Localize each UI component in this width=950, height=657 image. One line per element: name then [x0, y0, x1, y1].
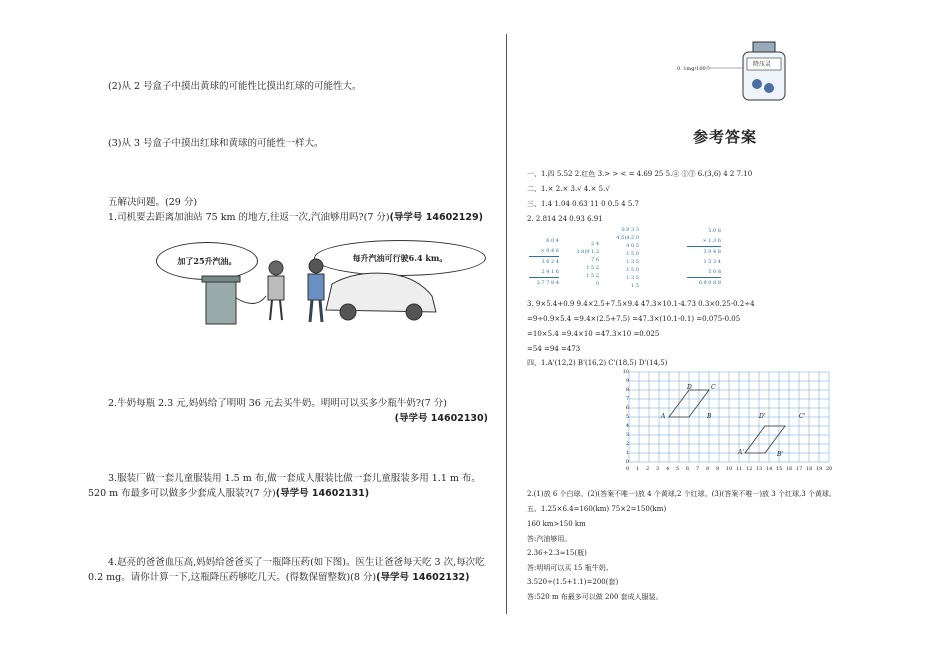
grid-y-tick: 3 — [625, 432, 629, 438]
grid-x-tick: 7 — [696, 466, 700, 472]
grid-x-tick: 0 — [626, 466, 630, 472]
calc-line-2: =9÷0.9×5.4 =9.4×(2.5+7.5) =47.3×(10.1-0.1) =0.075-0.05 — [527, 315, 741, 323]
grid-x-tick: 19 — [816, 466, 823, 472]
coordinates-answer: 四、1.A'(12,2) B'(16,2) C'(18,5) D'(14,5) — [527, 359, 668, 367]
grid-x-tick: 13 — [756, 466, 763, 472]
grid-y-tick: 2 — [625, 441, 629, 447]
driver-head-icon — [269, 261, 283, 275]
calc-b-line: 1 5 2 — [586, 265, 599, 271]
calc-c-line: 1 3 5 — [626, 259, 639, 265]
problem-3 — [88, 471, 488, 501]
answer-line-1: 一、1.四 5.52 2.红色 3.> > < = 4.69 25 5.④ ①③ 6.(3,6) 4 2 7.10 — [527, 170, 753, 178]
grid-x-tick: 6 — [686, 466, 690, 472]
speech-bubble-right-text: 每升汽油可行驶6.4 km。 — [352, 252, 448, 263]
vertical-calc-c — [605, 226, 639, 290]
problem-1-ref: (导学号 14602129) — [389, 212, 483, 223]
grid-y-tick: 0 — [625, 459, 629, 465]
calc-a-line: × 0.4 6 — [529, 246, 559, 257]
grid-x-tick: 16 — [786, 466, 793, 472]
problem-2-text: 2.牛奶每瓶 2.3 元,妈妈给了明明 36 元去买牛奶。明明可以买多少瓶牛奶?(7 分) — [108, 398, 447, 409]
grid-x-tick: 10 — [726, 466, 733, 472]
calc-b-line: 2 4 — [591, 241, 599, 247]
answer-5-line-2: 160 km>150 km — [527, 520, 586, 528]
attendant-head-icon — [309, 259, 323, 273]
calc-d-line: × 1.3 6 — [687, 236, 721, 247]
grid-y-tick: 8 — [625, 387, 629, 393]
grid-y-tick: 4 — [625, 423, 629, 429]
grid-y-tick: 6 — [625, 405, 629, 411]
grid-x-tick: 12 — [746, 466, 753, 472]
right-column — [527, 0, 927, 657]
calc-a-line: 2.7 7 8 4 — [536, 280, 559, 286]
coordinate-grid — [619, 368, 831, 480]
grid-x-tick: 4 — [666, 466, 670, 472]
vertical-calc-a — [529, 236, 559, 288]
problem-4-text: 4.赵亮的爸爸血压高,妈妈给爸爸买了一瓶降压药(如下图)。医生让爸爸每天吃 3 次,每次吃 0.2 mg。请你计算一下,这瓶降压药够吃几天。(得数保留整数)(8 分) — [88, 557, 485, 583]
answer-2: 2.(1)放 6 个白球。(2)(答案不唯一)放 4 个黄球,2 个红球。(3)(答案不唯一)放 3 个红球,3 个黄球。 — [527, 490, 836, 498]
grid-y-tick: 9 — [625, 378, 629, 384]
point-b: B — [707, 413, 712, 420]
answer-title: 参考答案 — [693, 128, 758, 146]
answer-5-line-1: 五、1.25×6.4=160(km) 75×2=150(km) — [527, 505, 667, 513]
calc-line-4: =54 =94 =473 — [527, 345, 581, 353]
grid-y-tick: 7 — [625, 396, 629, 402]
problem-4-ref: (导学号 14602132) — [376, 572, 470, 583]
grid-x-tick: 20 — [826, 466, 833, 472]
answer-5-line-5: 答:明明可以买 15 瓶牛奶。 — [527, 564, 613, 572]
calc-d-line: 1 5 2 4 — [703, 259, 721, 265]
calc-c-line: 1 5 0 — [626, 251, 639, 257]
calc-c-line: 4 0 5 — [626, 243, 639, 249]
grid-x-tick: 17 — [796, 466, 803, 472]
calc-b-line: 1 5 2 — [586, 273, 599, 279]
bottle-note: 0. 1mg/100片 — [677, 66, 711, 72]
speech-bubble-left-text: 加了25升汽油。 — [177, 255, 237, 266]
calc-c-line: 1 5 — [631, 283, 639, 289]
problem-3-text: 3.服装厂做一套儿童服装用 1.5 m 布,做一套成人服装比做一套儿童服装多用 1.1 m 布。520 m 布最多可以做多少套成人服装?(7 分) — [88, 473, 481, 499]
answer-line-2: 二、1.× 2.× 3.√ 4.× 5.√ — [527, 185, 610, 193]
calc-c-line: 1 5 0 — [626, 267, 639, 273]
calc-d-line: 5.0 8 — [708, 228, 721, 234]
problem-2-ref: (导学号 14602130) — [394, 413, 488, 424]
bottle-label: 降压灵 — [753, 61, 772, 68]
point-c: C — [711, 384, 716, 391]
calc-b-line: 7 6 — [591, 257, 599, 263]
point-b-prime: B' — [777, 451, 784, 458]
calc-line-3: =10×5.4 =9.4×10 =47.3×10 =0.025 — [527, 330, 660, 338]
fuel-pump-icon — [206, 280, 236, 324]
calc-d-line: 3 0 4 8 — [703, 249, 721, 255]
answer-line-4: 2. 2.814 24 0.93 6.91 — [527, 215, 603, 223]
grid-y-labels — [619, 368, 629, 467]
calc-a-line: 2 4 1 6 — [529, 267, 559, 278]
problem-2 — [88, 396, 488, 411]
gas-station-illustration — [156, 240, 486, 326]
grid-x-tick: 8 — [706, 466, 710, 472]
parallelograms — [669, 390, 785, 453]
calc-b-line: 0 — [595, 281, 599, 287]
answer-5-line-4: 2.36÷2.3≈15(瓶) — [527, 549, 587, 557]
scene-drawing — [156, 240, 486, 326]
calc-d-line: 6.9 0 8 8 — [698, 280, 721, 286]
grid-x-labels — [626, 466, 836, 472]
grid-x-tick: 15 — [776, 466, 783, 472]
grid-x-tick: 3 — [656, 466, 660, 472]
grid-y-tick: 1 — [625, 450, 629, 456]
calc-c-line: 4.5)4.2 0 — [616, 235, 639, 241]
answer-line-3: 三、1.4 1.04 0.63 11 0 0.5 4 5.7 — [527, 200, 639, 208]
calc-line-1: 3. 9×5.4+0.9 9.4×2.5+7.5×9.4 47.3×10.1-4.73 0.3×0.25-0.2÷4 — [527, 300, 755, 308]
grid-x-tick: 5 — [676, 466, 680, 472]
calc-b-line: 3.8)9 1.2 — [576, 249, 599, 255]
point-d: D — [687, 384, 692, 391]
grid-y-tick: 10 — [622, 369, 629, 375]
problem-4 — [88, 555, 488, 585]
calc-c-line: 1 3 5 — [626, 275, 639, 281]
vertical-calc-d — [687, 226, 721, 288]
question-2: (2)从 2 号盒子中摸出黄球的可能性比摸出红球的可能性大。 — [108, 81, 362, 92]
problem-3-ref: (导学号 14602131) — [275, 488, 370, 499]
calc-d-line: 5 0 8 — [687, 267, 721, 278]
left-column — [88, 0, 488, 657]
point-a-prime: A' — [738, 449, 744, 456]
bottle-icon — [677, 40, 797, 102]
answer-5-line-7: 答:520 m 布最多可以做 200 套成人服装。 — [527, 593, 663, 601]
answer-5-line-6: 3.520÷(1.5+1.1)=200(套) — [527, 578, 619, 586]
point-c-prime: C' — [799, 413, 806, 420]
grid-x-tick: 14 — [766, 466, 773, 472]
grid-x-tick: 2 — [646, 466, 650, 472]
grid-x-tick: 9 — [716, 466, 720, 472]
calc-a-line: 6.0 4 — [546, 238, 559, 244]
section-5-heading: 五解决问题。(29 分) — [108, 197, 198, 208]
calc-c-line: 0.9 3 3 — [621, 227, 639, 233]
point-d-prime: D' — [759, 413, 766, 420]
grid-x-tick: 11 — [736, 466, 743, 472]
column-divider — [506, 34, 507, 614]
grid-x-tick: 18 — [806, 466, 813, 472]
problem-1 — [88, 210, 488, 225]
point-a: A — [661, 413, 666, 420]
medicine-bottle-illustration — [677, 40, 797, 102]
answer-5-line-3: 答:汽油够用。 — [527, 535, 572, 543]
vertical-calc-b — [567, 240, 599, 288]
question-3: (3)从 3 号盒子中摸出红球和黄球的可能性一样大。 — [108, 138, 324, 149]
grid-y-tick: 5 — [625, 414, 629, 420]
problem-1-text: 1.司机要去距离加油站 75 km 的地方,往返一次,汽油够用吗?(7 分) — [108, 212, 390, 223]
grid-x-tick: 1 — [636, 466, 640, 472]
calc-a-line: 3 6 2 4 — [541, 259, 559, 265]
